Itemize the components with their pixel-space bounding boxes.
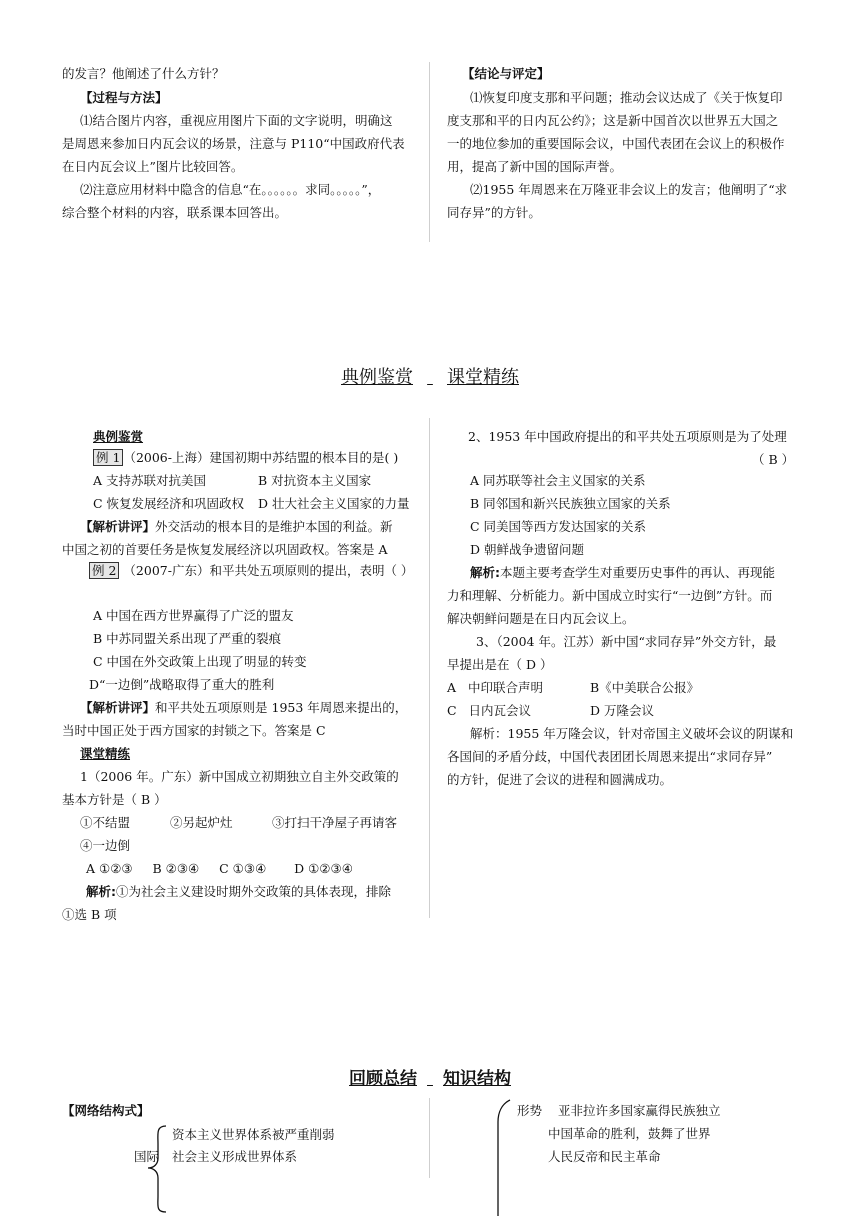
explanation-text: ①为社会主义建设时期外交政策的具体表现，排除 <box>116 884 392 899</box>
practice-1-question: 1（2006 年。广东）新中国成立初期独立自主外交政策的 <box>80 769 399 784</box>
text-line: 同存异”的方针。 <box>447 205 541 220</box>
option-b: B 中苏同盟关系出现了严重的裂痕 <box>93 631 282 646</box>
explanation-text: 各国间的矛盾分歧，中国代表团团长周恩来提出“求同存异” <box>447 749 773 764</box>
option-c: C 恢复发展经济和巩固政权 <box>93 496 245 511</box>
structure-item: 社会主义形成世界体系 <box>172 1149 298 1164</box>
explanation-label: 解析: <box>86 884 116 899</box>
statement-4: ④一边倒 <box>80 838 131 853</box>
example-1-tag: 例 1 <box>93 449 123 466</box>
network-structure-heading: 【网络结构式】 <box>62 1103 150 1118</box>
question-2: 2、1953 年中国政府提出的和平共处五项原则是为了处理 <box>468 429 787 444</box>
section-heading-examples <box>0 366 860 390</box>
option-d: D 万隆会议 <box>590 703 654 718</box>
bottom-column-divider <box>429 1098 430 1178</box>
text-line: 是周恩来参加日内瓦会议的场景，注意与 P110“中国政府代表 <box>62 136 405 151</box>
example-2-explanation <box>80 697 407 719</box>
middle-column-divider <box>429 418 430 918</box>
left-brace <box>144 1124 170 1216</box>
question-3-explanation: 解析：1955 年万隆会议，针对帝国主义破坏会议的阴谋和 <box>470 726 794 741</box>
question-3: 早提出是在（ D ） <box>447 657 553 672</box>
text-line: ⑵注意应用材料中隐含的信息“在。。。。。。求同。。。。。”， <box>80 182 381 197</box>
explanation-text: 力和理解、分析能力。新中国成立时实行“一边倒”方针。而 <box>447 588 773 603</box>
text-line: 一的地位参加的重要国际会议，中国代表团在会议上的积极作 <box>447 136 785 151</box>
explanation-text: 外交活动的根本目的是维护本国的利益。新 <box>155 519 393 534</box>
text-line: 在日内瓦会议上”图片比较回答。 <box>62 159 244 174</box>
explanation-text: ①选 B 项 <box>62 907 117 922</box>
examples-subheading: 典例鉴赏 <box>93 429 144 444</box>
section-title-part: 课堂精练 <box>447 367 519 388</box>
example-1-explanation <box>80 516 393 538</box>
practice-subheading: 课堂精练 <box>80 746 131 761</box>
explanation-label: 【解析讲评】 <box>80 700 156 715</box>
top-column-divider <box>429 62 430 242</box>
situation-item: 亚非拉许多国家赢得民族独立 <box>558 1103 721 1118</box>
structure-item: 资本主义世界体系被严重削弱 <box>172 1127 335 1142</box>
explanation-text: 的方针，促进了会议的进程和圆满成功。 <box>447 772 673 787</box>
situation-item: 中国革命的胜利，鼓舞了世界 <box>548 1126 711 1141</box>
option-c: C 日内瓦会议 <box>447 703 531 718</box>
section-heading-summary <box>0 1067 860 1091</box>
explanation-label: 【解析讲评】 <box>80 519 156 534</box>
option-a: A 中国在西方世界赢得了广泛的盟友 <box>93 608 294 623</box>
statement-3: ③打扫干净屋子再请客 <box>272 815 398 830</box>
option-d: D 朝鲜战争遗留问题 <box>470 542 584 557</box>
option-b: B 对抗资本主义国家 <box>258 473 372 488</box>
option-b: B 同邻国和新兴民族独立国家的关系 <box>470 496 671 511</box>
text-line: ⑵1955 年周恩来在万隆亚非会议上的发言；他阐明了“求 <box>470 182 788 197</box>
question-3: 3、（2004 年。江苏）新中国“求同存异”外交方针，最 <box>476 634 777 649</box>
practice-1-choices: A ①②③ B ②③④ C ①③④ D ①②③④ <box>86 861 353 876</box>
text-line: 综合整个材料的内容，联系课本回答出。 <box>62 205 288 220</box>
question-2-explanation <box>470 562 775 584</box>
situation-label: 形势 <box>517 1103 543 1118</box>
text-line: 度支那和平的日内瓦公约》；这是新中国首次以世界五大国之 <box>447 113 779 128</box>
option-a: A 中印联合声明 <box>447 680 543 695</box>
conclusion-heading: 【结论与评定】 <box>462 66 550 81</box>
example-2-question <box>89 560 413 582</box>
international-label: 国际 <box>134 1149 160 1164</box>
text-line: ⑴恢复印度支那和平问题；推动会议达成了《关于恢复印 <box>470 90 783 105</box>
example-question-text: （2007-广东）和平共处五项原则的提出，表明（ ） <box>123 563 414 578</box>
explanation-text: 解决朝鲜问题是在日内瓦会议上。 <box>447 611 635 626</box>
practice-1-explanation <box>86 881 391 903</box>
right-brace <box>486 1098 516 1216</box>
text-line: 用，提高了新中国的国际声誉。 <box>447 159 623 174</box>
option-c: C 同美国等西方发达国家的关系 <box>470 519 647 534</box>
explanation-label: 解析: <box>470 565 500 580</box>
example-question-text: （2006-上海）建国初期中苏结盟的根本目的是( ) <box>123 450 399 465</box>
explanation-text: 当时中国正处于西方国家的封锁之下。答案是 C <box>62 723 326 738</box>
option-a: A 支持苏联对抗美国 <box>93 473 207 488</box>
example-2-tag: 例 2 <box>89 562 119 579</box>
explanation-text: 和平共处五项原则是 1953 年周恩来提出的， <box>155 700 408 715</box>
explanation-text: 本题主要考查学生对重要历史事件的再认、再现能 <box>500 565 776 580</box>
option-d: D 壮大社会主义国家的力量 <box>258 496 410 511</box>
section-title-part: 典例鉴赏 <box>341 367 413 388</box>
explanation-text: 中国之初的首要任务是恢复发展经济以巩固政权。答案是 A <box>62 542 388 557</box>
option-c: C 中国在外交政策上出现了明显的转变 <box>93 654 307 669</box>
situation-item: 人民反帝和民主革命 <box>548 1149 661 1164</box>
practice-1-question: 基本方针是（ B ） <box>62 792 167 807</box>
option-d: D“一边倒”战略取得了重大的胜利 <box>89 677 275 692</box>
text-line: 的发言？他阐述了什么方针？ <box>62 66 225 81</box>
statement-1: ①不结盟 <box>80 815 131 830</box>
option-b: B《中美联合公报》 <box>590 680 700 695</box>
process-method-heading: 【过程与方法】 <box>80 90 168 105</box>
question-2-answer: （ B ） <box>752 452 795 467</box>
text-line: ⑴结合图片内容，重视应用图片下面的文字说明，明确这 <box>80 113 393 128</box>
section-title-part: 知识结构 <box>443 1069 511 1089</box>
option-a: A 同苏联等社会主义国家的关系 <box>470 473 646 488</box>
section-title-part: 回顾总结 <box>349 1069 417 1089</box>
statement-2: ②另起炉灶 <box>170 815 233 830</box>
example-1-question <box>93 447 398 469</box>
